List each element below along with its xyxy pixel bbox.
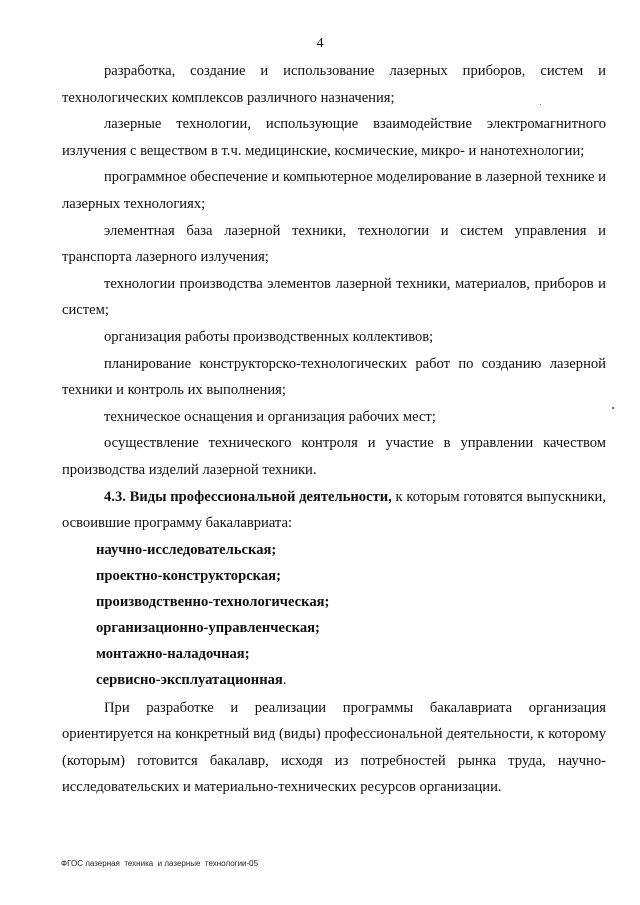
page-number: 4	[316, 36, 324, 51]
paragraph-6: организация работы производственных коллективов;	[104, 328, 434, 345]
activity-type-item: организационно-управленческая;	[96, 619, 320, 636]
scan-speck	[612, 407, 614, 409]
paragraph-8: техническое оснащения и организация рабочих мест;	[104, 408, 436, 425]
activity-type-item: монтажно-наладочная;	[96, 645, 250, 662]
page-body	[62, 58, 606, 801]
activity-type-item: проектно-конструкторская;	[96, 567, 281, 584]
paragraph-4: элементная база лазерной техники, технологии и систем управления и транспорта лазерного излучения;	[62, 222, 606, 266]
activity-type-item: производственно-технологическая;	[96, 593, 330, 610]
paragraph-9: осуществление технического контроля и участие в управлении качеством производства изделий лазерной техники.	[62, 435, 606, 478]
paragraph-7: планирование конструкторско-технологических работ по созданию лазерной техники и контроль их выполнения;	[62, 355, 606, 399]
activity-type-label: сервисно-эксплуатационная	[96, 671, 283, 688]
section-4-3-paragraph	[62, 484, 606, 537]
scan-speck	[540, 104, 541, 105]
activity-type-item-last	[62, 667, 606, 693]
activity-type-item: научно-исследовательская;	[96, 541, 277, 558]
closing-paragraph: При разработке и реализации программы бакалавриата организация ориентируется на конкретный вид (виды) профессиональной деятельности, к которому (которым) готовится бакалавр, исходя из потребностей рынка труда, научно-исследовательских и материально-технических ресурсов организации.	[62, 699, 606, 796]
paragraph-2: лазерные технологии, использующие взаимодействие электромагнитного излучения с веществом в т.ч. медицинские, космические, микро- и нанотехнологии;	[62, 116, 606, 159]
paragraph-1: разработка, создание и использование лазерных приборов, систем и технологических комплексов различного назначения;	[62, 63, 606, 106]
paragraph-3: программное обеспечение и компьютерное моделирование в лазерной технике и лазерных технологиях;	[62, 169, 606, 212]
section-heading: Виды профессиональной деятельности,	[129, 488, 392, 505]
section-number: 4.3.	[104, 488, 126, 505]
paragraph-5: технологии производства элементов лазерной техники, материалов, приборов и систем;	[62, 275, 606, 319]
activity-type-period: .	[282, 671, 287, 688]
document-footer: ФГОС лазерная техника и лазерные технологии-05	[61, 859, 259, 868]
section-text: к которым готовятся выпускники, освоившие программу бакалавриата:	[62, 488, 606, 532]
